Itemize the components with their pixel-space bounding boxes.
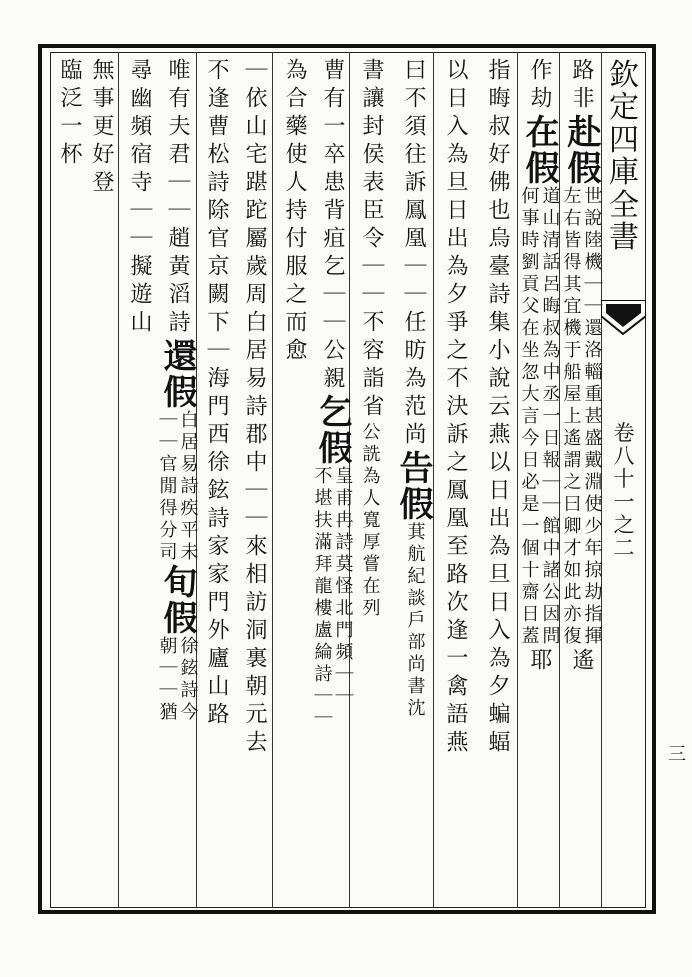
text-column <box>120 58 158 338</box>
body-text: 路非 <box>569 58 594 114</box>
annotation-pair <box>313 466 352 730</box>
text-column <box>311 58 354 730</box>
text-column <box>560 58 603 676</box>
page-number: 三 <box>668 744 686 765</box>
body-text: 親 <box>320 366 345 394</box>
heading-term: 還假 <box>157 338 197 410</box>
annotation-right: 徐鉉詩今 <box>177 636 199 724</box>
annotation-pair <box>361 422 382 620</box>
annotation-pair <box>520 186 559 648</box>
heading-term: 在假 <box>519 114 559 186</box>
annotation-pair <box>562 186 601 648</box>
annotation-left: 不堪扶滿拜龍樓盧綸詩｜｜ <box>311 466 333 730</box>
body-text: 曹有一卒患背疽乞｜｜公 <box>320 58 345 366</box>
annotation-right: 萁航紀談戶部尚書沈 <box>404 522 426 720</box>
annotation-left: 左右皆得其宜機于船屋上遙謂之曰卿才如此亦復 <box>560 186 582 648</box>
annotation-right: 道山清話呂晦叔為中丞一日報｜｜館中諸公因問 <box>539 186 561 648</box>
text-column <box>478 58 516 758</box>
annotation-left: 公詵為人寬厚嘗在列 <box>359 422 381 620</box>
body-text: 無事更好登 <box>89 58 114 198</box>
body-text: ｜依山宅踸跎屬歲周白居易詩郡中｜｜來相訪洞裏朝元去 <box>242 58 267 758</box>
body-text: 唯有夫君｜｜趙黃滔詩 <box>165 58 190 338</box>
volume-label <box>605 422 643 561</box>
body-text: 尋幽頻宿寺｜｜擬遊山 <box>127 58 152 338</box>
body-text: 指晦叔好佛也烏臺詩集小說云燕以日出為旦日入為夕蝙蝠 <box>485 58 510 758</box>
body-text: 不逢曹松詩除官京闕下｜海門西徐鉉詩家家門外廬山路 <box>204 58 229 730</box>
annotation-pair <box>158 410 197 564</box>
annotation-pair <box>403 522 424 720</box>
annotation-pair <box>158 636 197 724</box>
heading-term: 旬假 <box>157 564 197 636</box>
book-title <box>605 60 643 254</box>
annotation-left: 何事時劉貢父在坐忽大言今日必是一個十齋日蓋 <box>518 186 540 648</box>
column-rule <box>517 52 518 908</box>
body-text: 遙 <box>569 648 594 676</box>
annotation-right: 白居易詩疾平未 <box>177 410 199 564</box>
body-text: 作劫 <box>527 58 552 114</box>
book-title-text: 欽 定 四 庫 全 書 <box>609 58 639 255</box>
text-column <box>235 58 273 758</box>
text-column <box>518 58 561 676</box>
running-title <box>601 52 646 908</box>
body-text: 曰不須往訴鳳凰｜｜任昉為范尚 <box>401 58 426 450</box>
body-text: 耶 <box>527 648 552 676</box>
body-text: 為合藥使人持付服之而愈 <box>282 58 307 366</box>
text-column <box>50 58 88 170</box>
annotation-left: ｜｜官閒得分司 <box>156 410 178 564</box>
volume-text: 卷 八 十 一 之 二 <box>613 421 635 561</box>
heading-term: 乞假 <box>312 394 352 466</box>
text-column <box>197 58 235 730</box>
body-text: 書讓封侯表臣令｜｜不容詣省 <box>359 58 384 422</box>
column-rule <box>433 52 434 908</box>
annotation-right: 皇甫冉詩莫怪北門頻｜｜ <box>332 466 354 708</box>
text-column <box>394 58 432 720</box>
heading-term: 告假 <box>393 450 433 522</box>
body-text: 臨泛一杯 <box>57 58 82 170</box>
text-column <box>156 58 199 724</box>
annotation-left: 朝｜｜猶 <box>156 636 178 724</box>
body-text: 以日入為旦日出為夕爭之不決訴之鳳凰至路次逢一禽語燕 <box>443 58 468 758</box>
annotation-right: 世說陸機｜｜還洛輜重甚盛戴淵使少年掠劫指揮 <box>581 186 603 648</box>
text-column <box>275 58 313 366</box>
heading-term: 赴假 <box>561 114 601 186</box>
text-column <box>436 58 474 758</box>
text-column <box>352 58 390 620</box>
fishtail-mark <box>601 300 646 340</box>
